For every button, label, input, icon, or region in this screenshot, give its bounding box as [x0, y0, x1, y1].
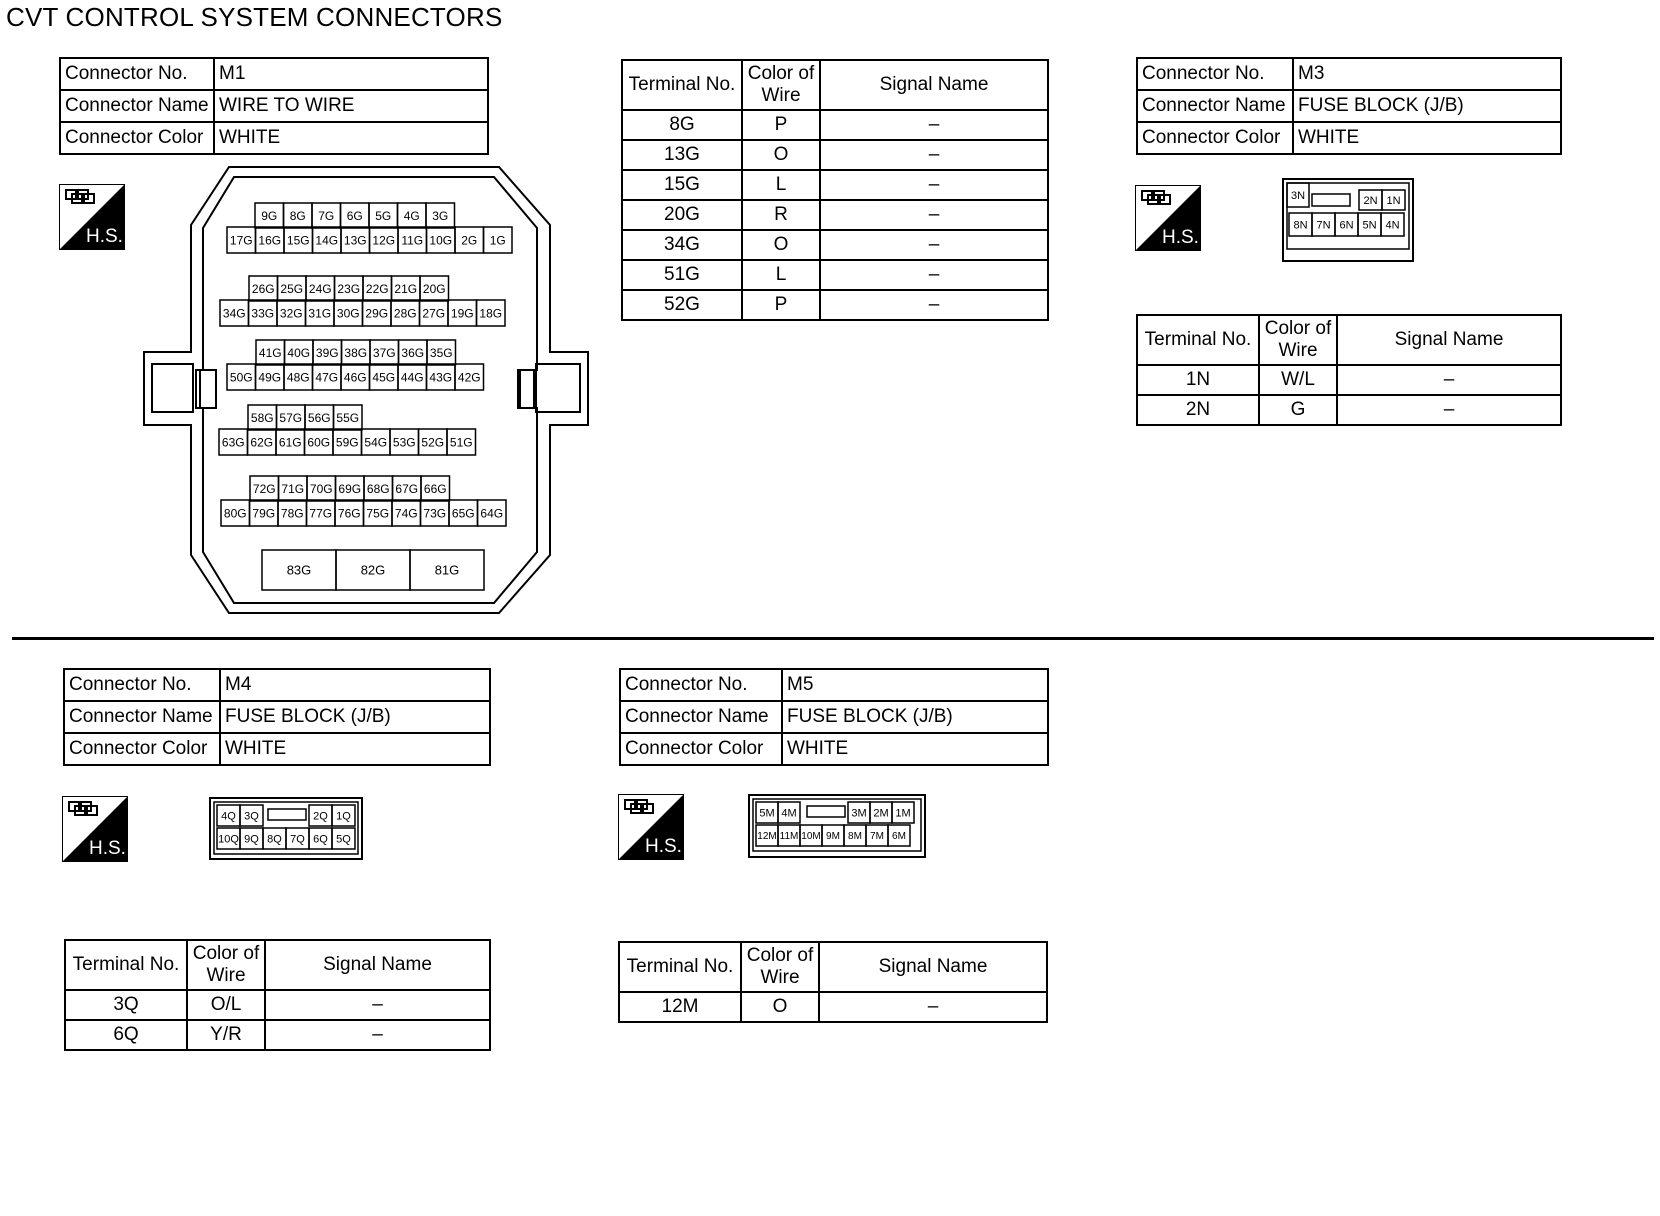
connector-name-label: Connector Name [64, 701, 220, 733]
hs-label: H.S. [1162, 227, 1199, 248]
pin-label: 12G [372, 233, 396, 248]
hs-icon [59, 184, 125, 250]
pin-label: 3Q [244, 810, 259, 823]
connector-color-label: Connector Color [620, 733, 782, 765]
signal-name-cell: – [1337, 365, 1561, 395]
connector-color-value: WHITE [220, 733, 490, 765]
pin-label: 80G [223, 506, 247, 521]
pin-label: 3M [851, 807, 867, 820]
color-of-wire-header: Color of Wire [742, 60, 820, 110]
connector-no-label: Connector No. [1137, 58, 1293, 90]
wire-color-cell: L [742, 260, 820, 290]
pin-label: 28G [393, 306, 417, 321]
connector-color-label: Connector Color [1137, 122, 1293, 154]
pin-label: 24G [308, 281, 332, 296]
pin-label: 5M [759, 807, 775, 820]
pin-label: 1Q [336, 810, 351, 823]
signal-name-cell: – [820, 200, 1048, 230]
pin-label: 1N [1386, 194, 1401, 207]
hs-icon [62, 796, 128, 862]
pin-label: 11G [401, 233, 424, 248]
wire-color-cell: W/L [1259, 365, 1337, 395]
pin-label: 15G [286, 233, 310, 248]
pin-label: 68G [366, 481, 390, 496]
connector-name-value: WIRE TO WIRE [214, 90, 488, 122]
pin-label: 83G [286, 562, 312, 578]
signal-name-cell: – [265, 1020, 490, 1050]
pin-label: 55G [336, 410, 360, 425]
pin-label: 59G [335, 435, 359, 450]
pin-label: 58G [250, 410, 274, 425]
pin-label: 7Q [290, 833, 305, 846]
hs-icon [618, 794, 684, 860]
terminal-no-cell: 3Q [65, 990, 187, 1020]
m1-terminal-table [621, 59, 1049, 321]
pin-label: 30G [336, 306, 360, 321]
pin-label: 75G [366, 506, 390, 521]
connector-no-value: M4 [220, 669, 490, 701]
pin-label: 64G [480, 506, 504, 521]
pin-label: 53G [392, 435, 416, 450]
pin-label: 61G [278, 435, 302, 450]
pin-label: 14G [315, 233, 339, 248]
connector-color-value: WHITE [782, 733, 1048, 765]
pin-label: 49G [258, 370, 282, 385]
pin-label: 36G [401, 345, 425, 360]
table-row [622, 260, 1048, 290]
pin-label: 5Q [336, 833, 351, 846]
section-divider [12, 637, 1654, 640]
pin-label: 63G [221, 435, 245, 450]
m4-terminal-table [64, 939, 491, 1051]
pin-label: 6G [346, 208, 363, 223]
pin-label: 13G [343, 233, 367, 248]
hs-label: H.S. [645, 836, 682, 857]
connector-name-label: Connector Name [60, 90, 214, 122]
pin-label: 3G [432, 208, 449, 223]
connector-name-label: Connector Name [1137, 90, 1293, 122]
pin-label: 1G [489, 233, 506, 248]
signal-name-cell: – [1337, 395, 1561, 425]
terminal-no-cell: 1N [1137, 365, 1259, 395]
table-row [622, 230, 1048, 260]
pin-label: 8G [289, 208, 306, 223]
pin-label: 4M [781, 807, 797, 820]
pin-label: 1M [895, 807, 911, 820]
pin-label: 4G [403, 208, 420, 223]
signal-name-cell: – [265, 990, 490, 1020]
connector-name-value: FUSE BLOCK (J/B) [220, 701, 490, 733]
m3-info-table [1136, 57, 1562, 155]
pin-label: 4Q [221, 810, 236, 823]
pin-label: 46G [343, 370, 367, 385]
pin-label: 25G [280, 281, 304, 296]
page-title: CVT CONTROL SYSTEM CONNECTORS [6, 2, 503, 32]
signal-name-cell: – [820, 290, 1048, 320]
pin-label: 33G [251, 306, 275, 321]
connector-name-value: FUSE BLOCK (J/B) [782, 701, 1048, 733]
wire-color-cell: Y/R [187, 1020, 265, 1050]
signal-name-cell: – [820, 170, 1048, 200]
pin-label: 6Q [313, 833, 328, 846]
table-row [622, 140, 1048, 170]
terminal-no-header: Terminal No. [622, 60, 742, 110]
pin-label: 50G [229, 370, 253, 385]
pin-label: 8M [848, 831, 862, 843]
pin-label: 73G [423, 506, 447, 521]
signal-name-header: Signal Name [1337, 315, 1561, 365]
m3-terminal-table [1136, 314, 1562, 426]
pin-label: 5G [375, 208, 392, 223]
table-row [622, 200, 1048, 230]
pin-label: 40G [287, 345, 311, 360]
pin-label: 11M [779, 831, 799, 843]
pin-label: 60G [307, 435, 331, 450]
pin-label: 8N [1293, 219, 1308, 232]
signal-name-cell: – [820, 140, 1048, 170]
pin-label: 65G [451, 506, 475, 521]
pin-label: 16G [258, 233, 282, 248]
pin-label: 67G [395, 481, 419, 496]
m5-terminal-table [618, 941, 1048, 1023]
pin-label: 23G [337, 281, 361, 296]
pin-label: 12M [757, 831, 777, 843]
pin-label: 56G [307, 410, 331, 425]
pin-label: 54G [364, 435, 388, 450]
signal-name-header: Signal Name [820, 60, 1048, 110]
pin-label: 9M [826, 831, 840, 843]
pin-label: 22G [365, 281, 389, 296]
signal-name-cell: – [820, 230, 1048, 260]
pin-label: 38G [344, 345, 368, 360]
wire-color-cell: P [742, 110, 820, 140]
wire-color-cell: O [741, 992, 819, 1022]
pin-label: 51G [449, 435, 473, 450]
wire-color-cell: P [742, 290, 820, 320]
signal-name-header: Signal Name [265, 940, 490, 990]
signal-name-cell: – [819, 992, 1047, 1022]
table-row [65, 990, 490, 1020]
color-of-wire-header: Color of Wire [741, 942, 819, 992]
hs-icon [1135, 185, 1201, 251]
terminal-no-cell: 13G [622, 140, 742, 170]
m1-info-table [59, 57, 489, 155]
connector-color-label: Connector Color [60, 122, 214, 154]
pin-label: 8Q [267, 833, 282, 846]
pin-label: 39G [315, 345, 339, 360]
pin-label: 2Q [313, 810, 328, 823]
m4-connector-face [209, 797, 363, 860]
m1-connector-face [140, 163, 590, 623]
terminal-no-cell: 8G [622, 110, 742, 140]
terminal-no-header: Terminal No. [619, 942, 741, 992]
pin-label: 6N [1339, 219, 1354, 232]
m5-connector-face [748, 794, 926, 858]
pin-label: 52G [421, 435, 445, 450]
pin-label: 3N [1290, 189, 1306, 202]
connector-no-label: Connector No. [60, 58, 214, 90]
pin-label: 34G [222, 306, 246, 321]
pin-label: 66G [423, 481, 447, 496]
m5-info-table [619, 668, 1049, 766]
pin-label: 70G [309, 481, 333, 496]
connector-no-label: Connector No. [620, 669, 782, 701]
pin-label: 82G [360, 562, 386, 578]
terminal-no-cell: 34G [622, 230, 742, 260]
pin-label: 48G [286, 370, 310, 385]
pin-label: 62G [250, 435, 274, 450]
pin-label: 29G [365, 306, 389, 321]
connector-name-value: FUSE BLOCK (J/B) [1293, 90, 1561, 122]
table-row [622, 290, 1048, 320]
pin-label: 71G [281, 481, 305, 496]
m4-info-table [63, 668, 491, 766]
pin-label: 4N [1385, 219, 1400, 232]
pin-label: 6M [892, 831, 906, 843]
pin-label: 7N [1316, 219, 1331, 232]
terminal-no-cell: 52G [622, 290, 742, 320]
pin-label: 81G [434, 562, 460, 578]
terminal-no-header: Terminal No. [65, 940, 187, 990]
wire-color-cell: G [1259, 395, 1337, 425]
pin-label: 42G [457, 370, 481, 385]
pin-label: 37G [372, 345, 396, 360]
pin-label: 21G [394, 281, 418, 296]
connector-color-label: Connector Color [64, 733, 220, 765]
pin-label: 10Q [218, 833, 239, 846]
pin-label: 78G [280, 506, 304, 521]
pin-label: 31G [308, 306, 332, 321]
connector-color-value: WHITE [214, 122, 488, 154]
signal-name-cell: – [820, 260, 1048, 290]
terminal-no-cell: 51G [622, 260, 742, 290]
pin-label: 27G [422, 306, 446, 321]
table-row [1137, 365, 1561, 395]
wire-color-cell: L [742, 170, 820, 200]
pin-label: 19G [450, 306, 474, 321]
connector-name-label: Connector Name [620, 701, 782, 733]
pin-label: 43G [429, 370, 453, 385]
pin-label: 2M [873, 807, 889, 820]
table-row [619, 992, 1047, 1022]
signal-name-cell: – [820, 110, 1048, 140]
pin-label: 20G [422, 281, 446, 296]
terminal-no-cell: 20G [622, 200, 742, 230]
pin-label: 5N [1362, 219, 1377, 232]
pin-label: 26G [251, 281, 275, 296]
signal-name-header: Signal Name [819, 942, 1047, 992]
terminal-no-header: Terminal No. [1137, 315, 1259, 365]
pin-label: 10G [429, 233, 453, 248]
table-row [1137, 395, 1561, 425]
m3-connector-face [1282, 178, 1414, 262]
connector-color-value: WHITE [1293, 122, 1561, 154]
terminal-no-cell: 12M [619, 992, 741, 1022]
pin-label: 32G [279, 306, 303, 321]
table-row [622, 170, 1048, 200]
pin-label: 2G [461, 233, 478, 248]
pin-label: 47G [315, 370, 339, 385]
table-row [622, 110, 1048, 140]
connector-no-value: M3 [1293, 58, 1561, 90]
pin-label: 9Q [244, 833, 259, 846]
pin-label: 74G [394, 506, 418, 521]
pin-label: 57G [279, 410, 303, 425]
color-of-wire-header: Color of Wire [1259, 315, 1337, 365]
hs-label: H.S. [86, 226, 123, 247]
pin-label: 35G [429, 345, 453, 360]
pin-label: 7M [870, 831, 884, 843]
pin-label: 72G [252, 481, 276, 496]
wire-color-cell: O [742, 230, 820, 260]
terminal-no-cell: 2N [1137, 395, 1259, 425]
connector-no-value: M5 [782, 669, 1048, 701]
color-of-wire-header: Color of Wire [187, 940, 265, 990]
terminal-no-cell: 6Q [65, 1020, 187, 1050]
table-row [65, 1020, 490, 1050]
pin-label: 45G [372, 370, 396, 385]
terminal-no-cell: 15G [622, 170, 742, 200]
pin-label: 44G [400, 370, 424, 385]
wire-color-cell: O [742, 140, 820, 170]
pin-label: 69G [338, 481, 362, 496]
pin-label: 79G [252, 506, 276, 521]
pin-label: 10M [801, 831, 821, 843]
wire-color-cell: R [742, 200, 820, 230]
pin-label: 76G [337, 506, 361, 521]
connector-no-label: Connector No. [64, 669, 220, 701]
pin-label: 7G [318, 208, 335, 223]
pin-label: 18G [479, 306, 503, 321]
wire-color-cell: O/L [187, 990, 265, 1020]
pin-label: 77G [309, 506, 333, 521]
pin-label: 41G [258, 345, 282, 360]
pin-label: 2N [1363, 194, 1378, 207]
hs-label: H.S. [89, 838, 126, 859]
connector-no-value: M1 [214, 58, 488, 90]
pin-label: 17G [229, 233, 253, 248]
pin-label: 9G [261, 208, 278, 223]
